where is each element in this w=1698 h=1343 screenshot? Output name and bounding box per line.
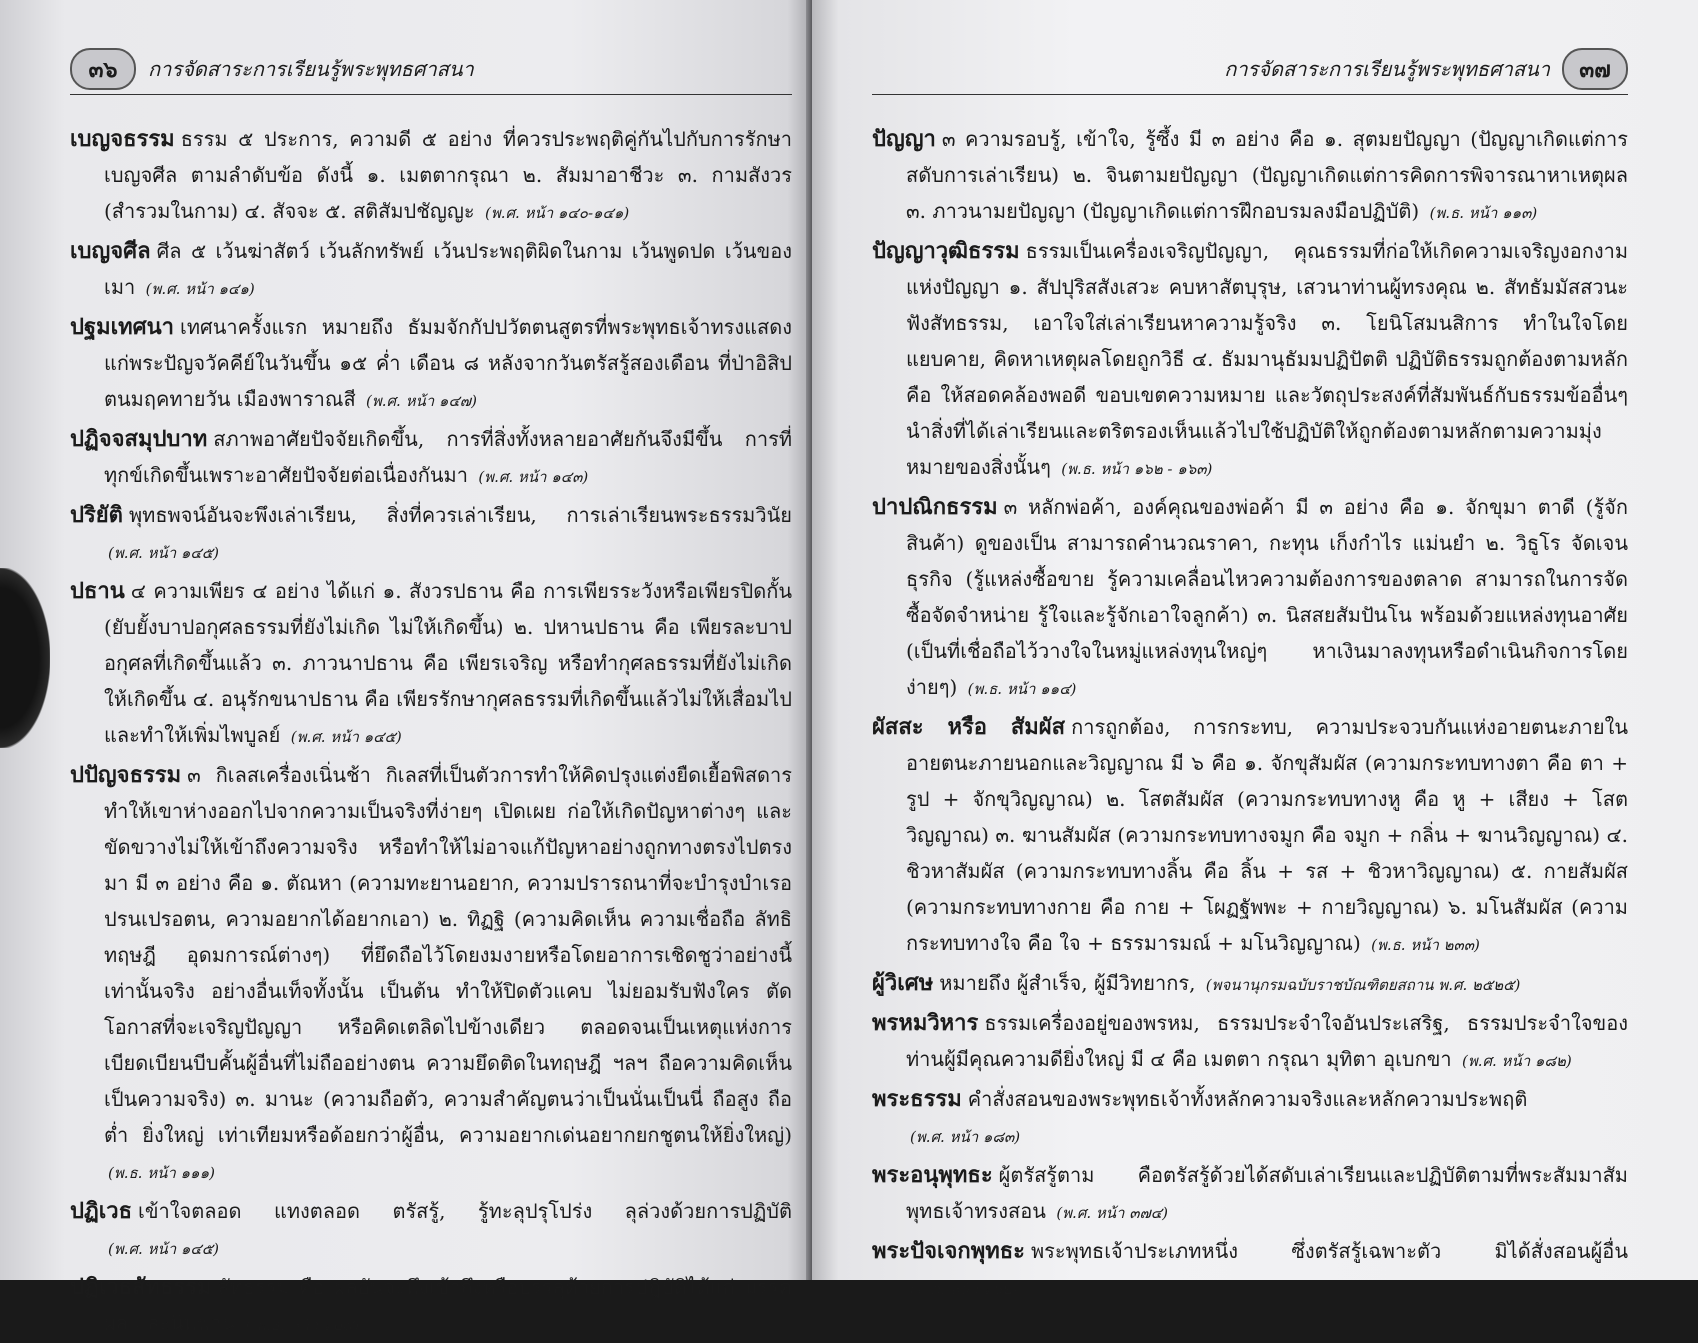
entry-reference: (พ.ธ. หน้า ๒๓๓) bbox=[1371, 936, 1480, 954]
entry-term: ปฐมเทศนา bbox=[70, 314, 174, 340]
glossary-entry bbox=[872, 1081, 1628, 1155]
entry-term: ปริยัติ bbox=[70, 502, 123, 528]
entry-term: เบญจธรรม bbox=[70, 126, 175, 152]
glossary-entry bbox=[872, 965, 1628, 1003]
entry-reference: (พ.ศ. หน้า ๑๔๗) bbox=[366, 392, 477, 410]
entry-definition: ผู้ตรัสรู้ตาม คือตรัสรู้ด้วยได้สดับเล่าเรียนและปฏิบัติตามที่พระสัมมาสัมพุทธเจ้าทรงสอน bbox=[906, 1163, 1628, 1223]
entry-reference: (พ.ศ. หน้า ๑๘๓) bbox=[910, 1128, 1021, 1146]
entry-definition: เข้าใจตลอด แทงตลอด ตรัสรู้, รู้ทะลุปรุโปร่ง ลุล่วงด้วยการปฏิบัติ bbox=[138, 1199, 792, 1223]
glossary-entry bbox=[70, 309, 792, 419]
entry-reference: (พ.ศ. หน้า ๑๔๕) bbox=[108, 1240, 219, 1258]
entry-term: พระอนุพุทธะ bbox=[872, 1162, 993, 1188]
left-page-header bbox=[70, 48, 792, 95]
entry-definition: ๓ หลักพ่อค้า, องค์คุณของพ่อค้า มี ๓ อย่าง คือ ๑. จักขุมา ตาดี (รู้จักสินค้า) ดูของเป็น สามารถคำนวณราคา, กะทุน เก็งกำไร แม่นยำ ๒. วิธูโร จัดเจนธุรกิจ (รู้แหล่งซื้อขาย รู้ความเคลื่อนไหวความต้องการของตลาด สามารถในการจัดซื้อจัดจำหน่าย รู้ใจและรู้จักเอาใจลูกค้า) ๓. นิสสยสัมปันโน พร้อมด้วยแหล่งทุนอาศัย (เป็นที่เชื่อถือไว้วางใจในหมู่แหล่งทุนใหญ่ๆ หาเงินมาลงทุนหรือดำเนินกิจการโดยง่ายๆ) bbox=[906, 495, 1628, 699]
entry-term: ปัญญาวุฒิธรรม bbox=[872, 238, 1020, 264]
glossary-entries-left bbox=[70, 121, 792, 1343]
entry-definition: สภาพอาศัยปัจจัยเกิดขึ้น, การที่สิ่งทั้งหลายอาศัยกันจึงมีขึ้น การที่ทุกข์เกิดขึ้นเพราะอาศัยปัจจัยต่อเนื่องกันมา bbox=[104, 427, 792, 487]
glossary-entry bbox=[872, 121, 1628, 231]
entry-reference: (พ.ธ. หน้า ๑๖๒ - ๑๖๓) bbox=[1061, 460, 1213, 478]
glossary-entry bbox=[872, 1233, 1628, 1307]
entry-definition: ธรรมเครื่องอยู่ของพรหม, ธรรมประจำใจอันประเสริฐ, ธรรมประจำใจของท่านผู้มีคุณความดียิ่งใหญ่ มี ๔ คือ เมตตา กรุณา มุทิตา อุเบกขา bbox=[906, 1011, 1628, 1071]
glossary-entry bbox=[70, 233, 792, 307]
entry-reference: (พ.ศ. หน้า ๑๔๕) bbox=[108, 544, 219, 562]
entry-term: ปฏิเวธสัทธรรม bbox=[70, 1274, 212, 1300]
entry-definition: ๓ ความรอบรู้, เข้าใจ, รู้ซึ้ง มี ๓ อย่าง คือ ๑. สุตมยปัญญา (ปัญญาเกิดแต่การสดับการเล่าเรียน) ๒. จินตามยปัญญา (ปัญญาเกิดแต่การคิดการพิจารณาหาเหตุผล ๓. ภาวนามยปัญญา (ปัญญาเกิดแต่การฝึกอบรมลงมือปฏิบัติ) bbox=[906, 127, 1628, 223]
entry-term: ปาปณิกธรรม bbox=[872, 494, 998, 520]
glossary-entry bbox=[70, 757, 792, 1191]
left-page bbox=[0, 0, 812, 1335]
entry-definition: ธรรมเป็นเครื่องเจริญปัญญา, คุณธรรมที่ก่อให้เกิดความเจริญงอกงามแห่งปัญญา ๑. สัปปุริสสังเสวะ คบหาสัตบุรุษ, เสวนาท่านผู้ทรงคุณ ๒. สัทธัมมัสสวนะ ฟังสัทธรรม, เอาใจใส่เล่าเรียนหาความรู้จริง ๓. โยนิโสมนสิการ ทำในใจโดยแยบคาย, คิดหาเหตุผลโดยถูกวิธี ๔. ธัมมานุธัมมปฏิปัตติ ปฏิบัติธรรมถูกต้องตามหลัก คือ ให้สอดคล้องพอดี ขอบเขตความหมาย และวัตถุประสงค์ที่สัมพันธ์กับธรรมข้ออื่นๆ นำสิ่งที่ได้เล่าเรียนและตริตรองเห็นแล้วไปใช้ปฏิบัติให้ถูกต้องตามหลักตามความมุ่งหมายของสิ่งนั้นๆ bbox=[906, 239, 1628, 479]
glossary-entry bbox=[872, 1005, 1628, 1079]
glossary-entry bbox=[872, 1157, 1628, 1231]
running-head-left: การจัดสาระการเรียนรู้พระพุทธศาสนา bbox=[148, 57, 474, 81]
entry-term: ผัสสะ หรือ สัมผัส bbox=[872, 714, 1066, 740]
entry-term: ปธาน bbox=[70, 578, 125, 604]
page-number-right: ๓๗ bbox=[1562, 48, 1628, 90]
entry-definition: คำสั่งสอนของพระพุทธเจ้าทั้งหลักความจริงและหลักความประพฤติ bbox=[967, 1087, 1528, 1111]
dark-object-edge bbox=[0, 568, 50, 748]
glossary-entry bbox=[70, 1193, 792, 1267]
glossary-entry bbox=[70, 121, 792, 231]
entry-reference: (พจนานุกรมฉบับราชบัณฑิตยสถาน พ.ศ. ๒๕๒๕) bbox=[1205, 976, 1521, 994]
entry-definition: ศีล ๕ เว้นฆ่าสัตว์ เว้นลักทรัพย์ เว้นประพฤติผิดในกาม เว้นพูดปด เว้นของเมา bbox=[104, 239, 792, 299]
entry-reference: (พ.ธ. หน้า ๑๑๓) bbox=[1429, 204, 1538, 222]
entry-reference: (พ.ศ. หน้า ๑๔๕) bbox=[290, 728, 402, 746]
entry-reference: ( พ.ธ. หน้า ๑๒๕) bbox=[245, 1316, 360, 1334]
entry-term: พระปัจเจกพุทธะ bbox=[872, 1238, 1025, 1264]
page-number-left: ๓๖ bbox=[70, 48, 136, 90]
right-page bbox=[812, 0, 1698, 1298]
entry-reference: (พ.ศ. หน้า ๑๘๒) bbox=[1461, 1052, 1572, 1070]
entry-definition: สัทธรรม คือ ผลอันจะพึงเข้าถึงหรือบรรลุด้วยการปฏิบัติได้แก่ มรรค ผล และนิพพาน bbox=[104, 1275, 792, 1335]
entry-reference: (พ.ศ. หน้า ๑๔๓) bbox=[478, 468, 589, 486]
entry-reference: (พ.ศ. หน้า ๑๔๑) bbox=[145, 280, 255, 298]
entry-reference: (พ.ธ. หน้า ๑๑๑) bbox=[108, 1164, 215, 1182]
glossary-entries-right bbox=[872, 121, 1628, 1307]
entry-term: ผู้วิเศษ bbox=[872, 970, 934, 996]
entry-definition: การถูกต้อง, การกระทบ, ความประจวบกันแห่งอายตนะภายใน อายตนะภายนอกและวิญญาณ มี ๖ คือ ๑. จักขุสัมผัส (ความกระทบทางตา คือ ตา + รูป + จักขุวิญญาณ) ๒. โสตสัมผัส (ความกระทบทางหู คือ หู + เสียง + โสตวิญญาณ) ๓. ฆานสัมผัส (ความกระทบทางจมูก คือ จมูก + กลิ่น + ฆานวิญญาณ) ๔. ชิวหาสัมผัส (ความกระทบทางลิ้น คือ ลิ้น + รส + ชิวหาวิญญาณ) ๕. กายสัมผัส (ความกระทบทางกาย คือ กาย + โผฏฐัพพะ + กายวิญญาณ) ๖. มโนสัมผัส (ความกระทบทางใจ คือ ใจ + ธรรมารมณ์ + มโนวิญญาณ) bbox=[906, 715, 1628, 955]
entry-definition: ๓ กิเลสเครื่องเนิ่นช้า กิเลสที่เป็นตัวการทำให้คิดปรุงแต่งยืดเยื้อพิสดาร ทำให้เขาห่างออกไปจากความเป็นจริงที่ง่ายๆ เปิดเผย ก่อให้เกิดปัญหาต่างๆ และขัดขวางไม่ให้เข้าถึงความจริง หรือทำให้ไม่อาจแก้ปัญหาอย่างถูกทางตรงไปตรงมา มี ๓ อย่าง คือ ๑. ตัณหา (ความทะยานอยาก, ความปรารถนาที่จะบำรุงบำเรอ ปรนเปรอตน, ความอยากได้อยากเอา) ๒. ทิฏฐิ (ความคิดเห็น ความเชื่อถือ ลัทธิ ทฤษฎี อุดมการณ์ต่างๆ) ที่ยึดถือไว้โดยงมงายหรือโดยอาการเชิดชูว่าอย่างนี้เท่านั้นจริง อย่างอื่นเท็จทั้งนั้น เป็นต้น ทำให้ปิดตัวแคบ ไม่ยอมรับฟังใคร ตัดโอกาสที่จะเจริญปัญญา หรือคิดเตลิดไปข้างเดียว ตลอดจนเป็นเหตุแห่งการเบียดเบียนบีบคั้นผู้อื่นที่ไม่ถืออย่างตน ความยึดติดในทฤษฎี ฯลฯ ถือความคิดเห็นเป็นความจริง) ๓. มานะ (ความถือตัว, ความสำคัญตนว่าเป็นนั่นเป็นนี่ ถือสูง ถือต่ำ ยิ่งใหญ่ เท่าเทียมหรือด้อยกว่าผู้อื่น, ความอยากเด่นอยากยกชูตนให้ยิ่งใหญ่) bbox=[104, 763, 792, 1147]
glossary-entry bbox=[872, 233, 1628, 487]
glossary-entry bbox=[70, 573, 792, 755]
entry-reference: (พ.ศ. หน้า ๓๗๔) bbox=[1056, 1204, 1168, 1222]
entry-term: พระธรรม bbox=[872, 1086, 962, 1112]
entry-definition: หมายถึง ผู้สำเร็จ, ผู้มีวิทยากร, bbox=[939, 971, 1196, 995]
entry-definition: พุทธพจน์อันจะพึงเล่าเรียน, สิ่งที่ควรเล่าเรียน, การเล่าเรียนพระธรรมวินัย bbox=[128, 503, 792, 527]
entry-definition: เทศนาครั้งแรก หมายถึง ธัมมจักกัปปวัตตนสูตรที่พระพุทธเจ้าทรงแสดงแก่พระปัญจวัคคีย์ในวันขึ้น ๑๕ ค่ำ เดือน ๘ หลังจากวันตรัสรู้สองเดือน ที่ป่าอิสิปตนมฤคทายวัน เมืองพาราณสี bbox=[104, 315, 792, 411]
glossary-entry bbox=[70, 497, 792, 571]
entry-reference: (พ.ธ. หน้า ๑๑๔) bbox=[967, 680, 1077, 698]
entry-definition: ๔ ความเพียร ๔ อย่าง ได้แก่ ๑. สังวรปธาน คือ การเพียรระวังหรือเพียรปิดกั้น (ยับยั้งบาปอกุศลธรรมที่ยังไม่เกิด ไม่ให้เกิดขึ้น) ๒. ปหานปธาน คือ เพียรละบาปอกุศลที่เกิดขึ้นแล้ว ๓. ภาวนาปธาน คือ เพียรเจริญ หรือทำกุศลธรรมที่ยังไม่เกิดให้เกิดขึ้น ๔. อนุรักขนาปธาน คือ เพียรรักษากุศลธรรมที่เกิดขึ้นแล้วไม่ให้เสื่อมไปและทำให้เพิ่มไพบูลย์ bbox=[104, 579, 792, 747]
entry-reference: (พ.ศ. หน้า ๑๔๐-๑๔๑) bbox=[485, 204, 630, 222]
entry-term: พรหมวิหาร bbox=[872, 1010, 979, 1036]
entry-definition: ธรรม ๕ ประการ, ความดี ๕ อย่าง ที่ควรประพฤติคู่กันไปกับการรักษาเบญจศีล ตามลำดับข้อ ดังนี้ ๑. เมตตากรุณา ๒. สัมมาอาชีวะ ๓. กามสังวร (สำรวมในกาม) ๔. สัจจะ ๕. สติสัมปชัญญะ bbox=[104, 127, 792, 223]
entry-reference: (พ.ศ. หน้า ๑๖๒) bbox=[910, 1280, 1018, 1298]
entry-term: เบญจศีล bbox=[70, 238, 151, 264]
entry-term: ปฏิเวธ bbox=[70, 1198, 133, 1224]
right-page-header bbox=[872, 48, 1628, 95]
entry-definition: พระพุทธเจ้าประเภทหนึ่ง ซึ่งตรัสรู้เฉพาะตัว มิได้สั่งสอนผู้อื่น bbox=[1030, 1239, 1628, 1263]
glossary-entry bbox=[872, 709, 1628, 963]
glossary-entry bbox=[70, 421, 792, 495]
running-head-right: การจัดสาระการเรียนรู้พระพุทธศาสนา bbox=[1224, 57, 1550, 81]
glossary-entry bbox=[70, 1269, 792, 1343]
entry-term: ปปัญจธรรม bbox=[70, 762, 182, 788]
glossary-entry bbox=[872, 489, 1628, 707]
entry-term: ปัญญา bbox=[872, 126, 936, 152]
entry-term: ปฏิจจสมุปบาท bbox=[70, 426, 208, 452]
